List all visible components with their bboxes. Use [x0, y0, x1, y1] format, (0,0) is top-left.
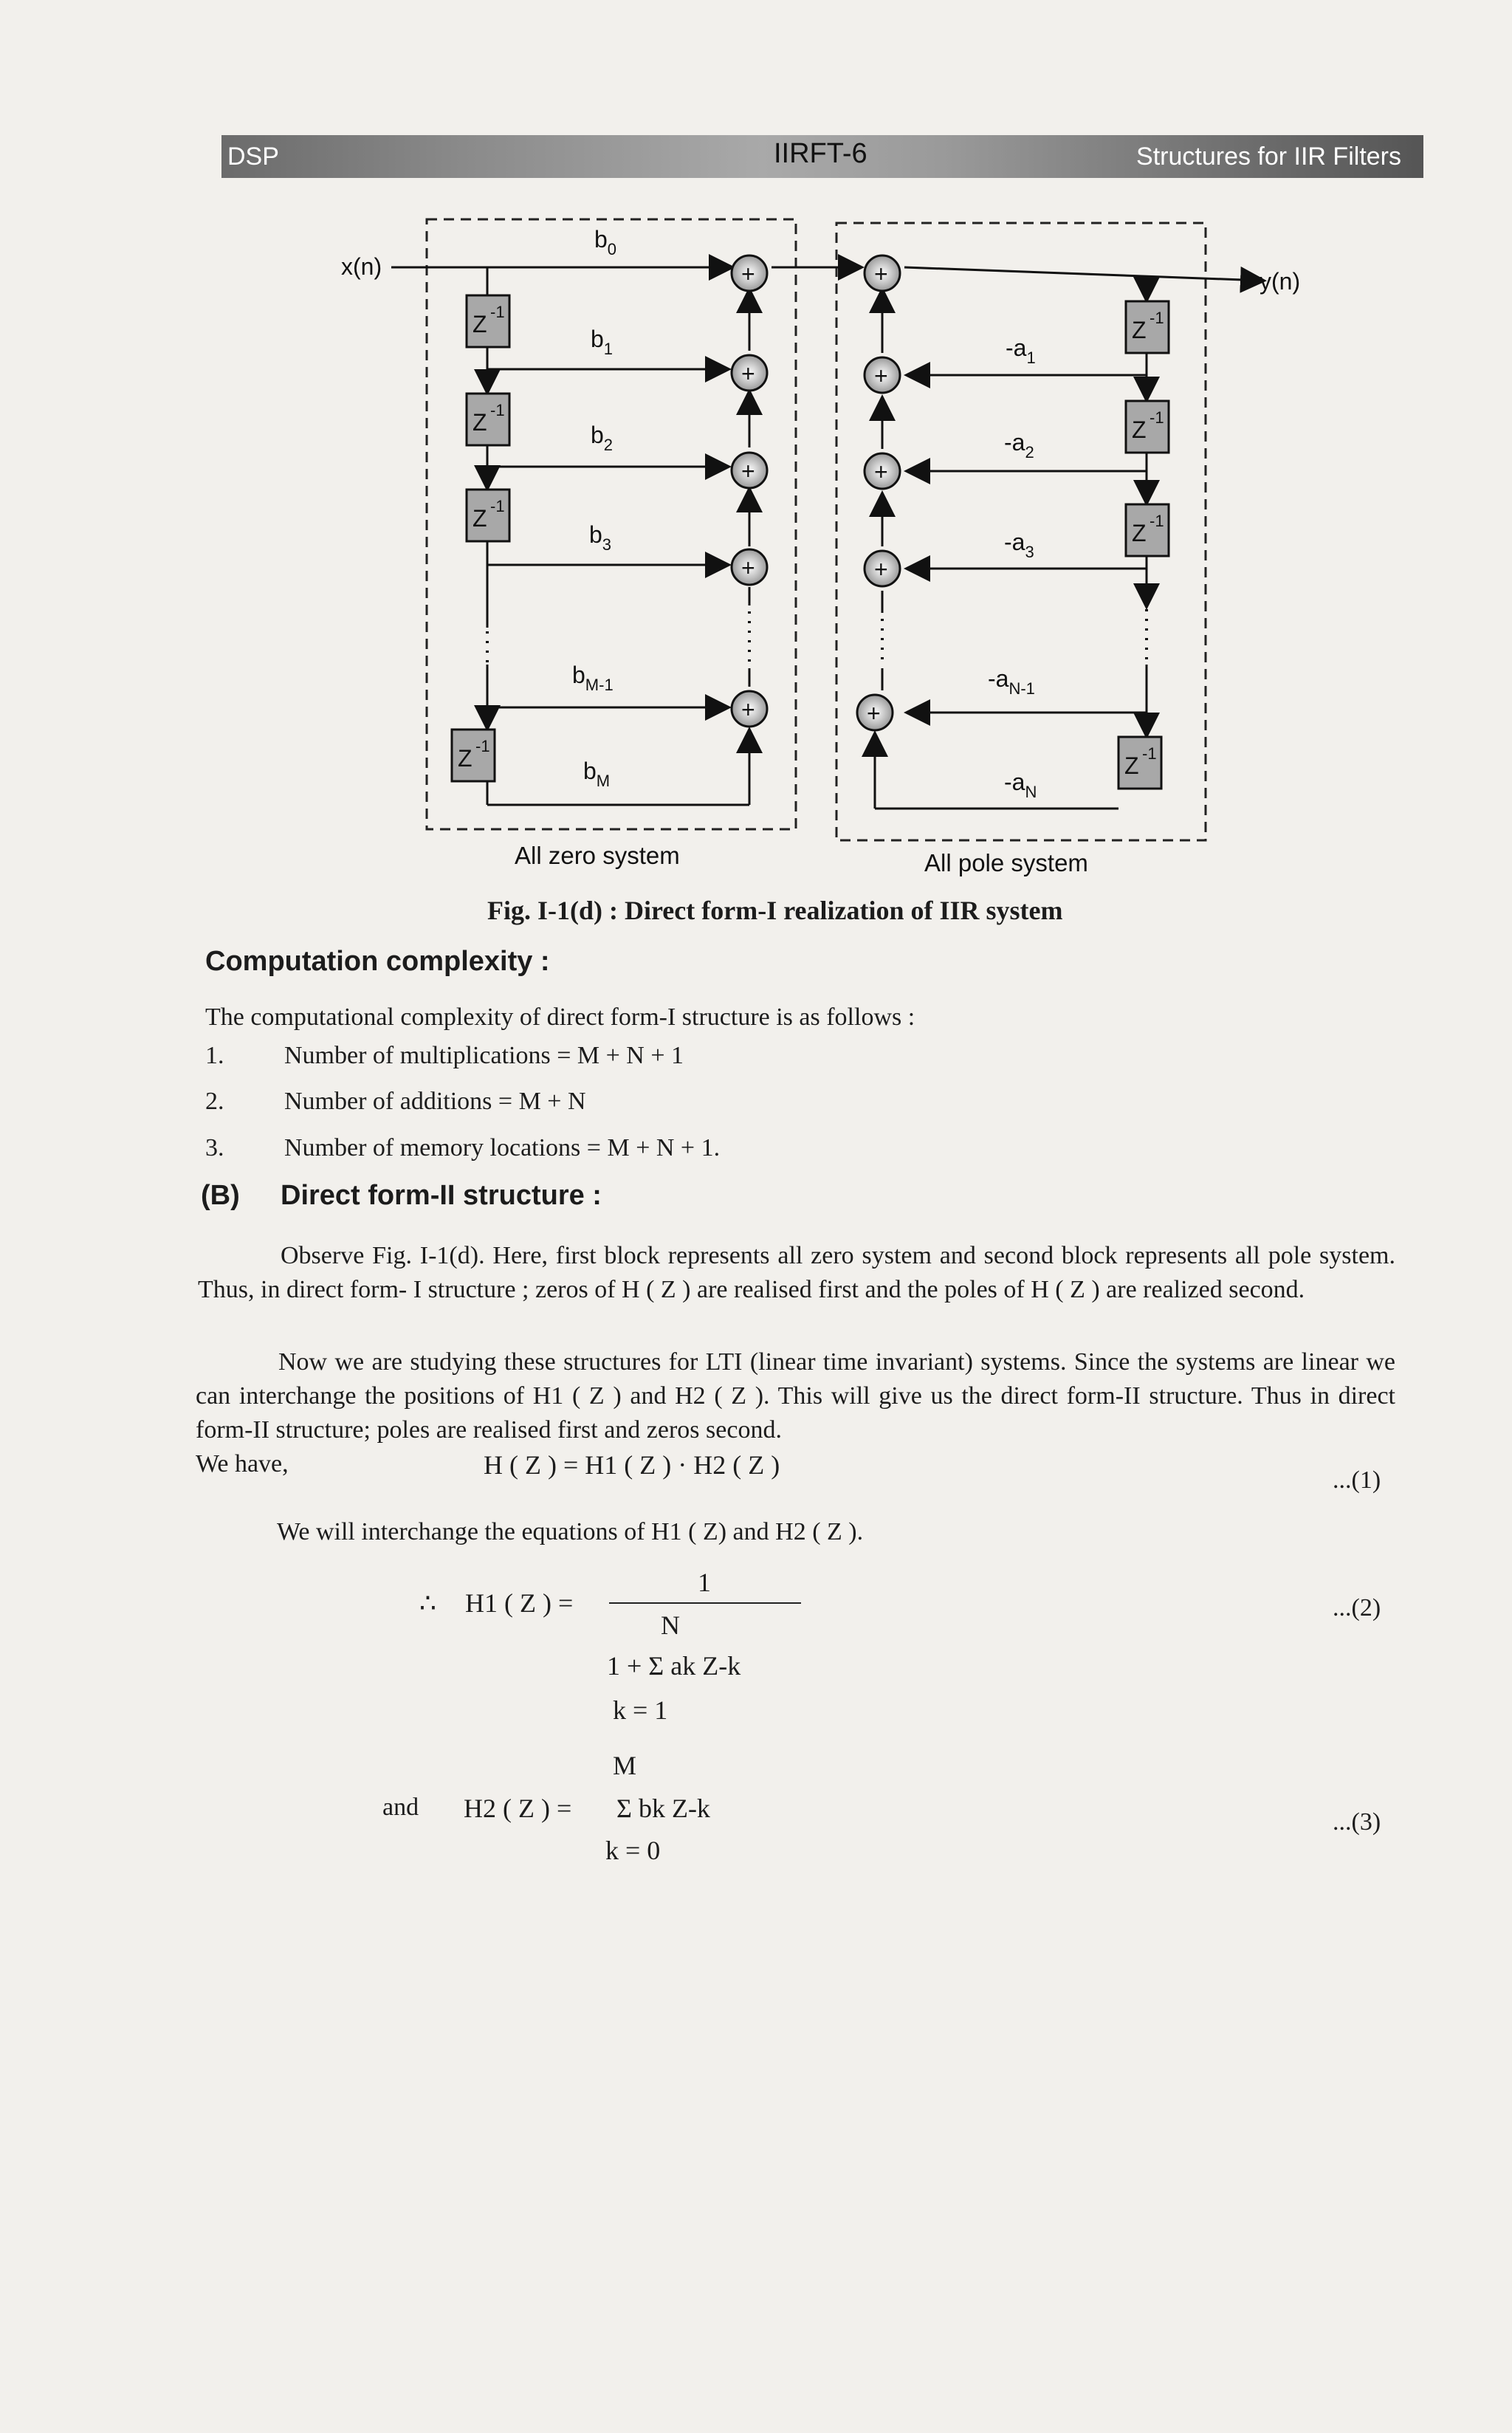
- adder: [865, 357, 900, 393]
- therefore-symbol: ∴: [419, 1588, 436, 1618]
- coeff-a2: $-a_2$: [1004, 429, 1034, 461]
- figure-caption: Fig. I-1(d) : Direct form-I realization of IIR system: [487, 896, 1063, 925]
- fraction-bar: [609, 1602, 801, 1604]
- adder: [732, 355, 767, 391]
- adder: [732, 549, 767, 585]
- coeff-b3: $b_3$: [589, 521, 612, 554]
- output-label: y(n): [1260, 268, 1301, 295]
- adder: [732, 691, 767, 727]
- svg-text:+: +: [874, 556, 888, 583]
- svg-text:+: +: [741, 555, 755, 581]
- svg-text:-1: -1: [1150, 512, 1164, 530]
- sum-upper-limit: M: [613, 1751, 637, 1780]
- svg-text:-1: -1: [1150, 309, 1164, 327]
- list-item: Number of additions = M + N: [284, 1088, 586, 1115]
- list-item: Number of multiplications = M + N + 1: [284, 1042, 684, 1069]
- delay-block: [467, 490, 509, 541]
- we-have-label: We have,: [196, 1450, 289, 1478]
- adder: [732, 453, 767, 488]
- delay-block: [467, 394, 509, 445]
- svg-text:Z: Z: [472, 505, 487, 532]
- equation-2-numerator: 1: [698, 1568, 711, 1597]
- svg-text:Z: Z: [1132, 317, 1147, 343]
- coeff-aN: $-a_N$: [1004, 769, 1037, 801]
- equation-3-lhs: H2 ( Z ) =: [464, 1794, 572, 1823]
- section-label: (B): [201, 1180, 240, 1211]
- coeff-aN-1: $-a_{N-1}$: [988, 665, 1035, 698]
- adder: [857, 695, 893, 730]
- svg-text:+: +: [874, 261, 888, 287]
- coeff-b1: $b_1$: [591, 326, 614, 358]
- svg-text:Z: Z: [458, 745, 472, 772]
- coeff-a1: $-a_1$: [1006, 334, 1036, 367]
- svg-text:Z: Z: [1132, 416, 1147, 443]
- equation-number-3: ...(3): [1333, 1808, 1381, 1836]
- delay-block: [467, 295, 509, 347]
- adder: [865, 453, 900, 489]
- list-number: 1.: [205, 1042, 224, 1069]
- header-left: DSP: [227, 143, 279, 171]
- adder: [865, 255, 900, 291]
- equation-3-rhs: Σ bk Z-k: [616, 1794, 710, 1823]
- input-label: x(n): [341, 253, 382, 280]
- coeff-b2: $b_2$: [591, 422, 614, 454]
- list-number: 2.: [205, 1088, 224, 1115]
- complexity-intro: The computational complexity of direct form-I structure is as follows :: [205, 1003, 915, 1031]
- list-number: 3.: [205, 1134, 224, 1161]
- svg-text:-1: -1: [490, 497, 505, 515]
- svg-text:Z: Z: [1124, 752, 1139, 779]
- equation-number-2: ...(2): [1333, 1594, 1381, 1622]
- equation-1: H ( Z ) = H1 ( Z ) · H2 ( Z ): [484, 1450, 780, 1480]
- list-item: Number of memory locations = M + N + 1.: [284, 1134, 721, 1161]
- adder: [865, 551, 900, 586]
- paragraph-observe: Observe Fig. I-1(d). Here, first block represents all zero system and second block represents all pole system. Thus, in direct form- I structure ; zeros of H ( Z ) are realised first and the poles of H ( Z ) are realized second.: [198, 1242, 1395, 1303]
- coeff-b0: $b_0$: [594, 226, 617, 258]
- svg-text:+: +: [741, 261, 755, 287]
- coeff-bM: $b_M$: [583, 758, 611, 790]
- delay-block: [1126, 504, 1169, 556]
- delay-block: [1126, 401, 1169, 453]
- coeff-a3: $-a_3$: [1004, 529, 1034, 561]
- interchange-sentence: We will interchange the equations of H1 ( Z) and H2 ( Z ).: [277, 1518, 864, 1545]
- delay-block: [1126, 301, 1169, 353]
- svg-text:+: +: [741, 360, 755, 387]
- delay-block: [452, 730, 495, 781]
- header-right: Structures for IIR Filters: [1136, 143, 1401, 171]
- header-center: IIRFT-6: [774, 138, 867, 169]
- continuation-dots: [487, 609, 1147, 665]
- sum-upper-limit: N: [661, 1610, 680, 1640]
- svg-text:-1: -1: [475, 737, 490, 755]
- section-heading-complexity: Computation complexity :: [205, 946, 550, 977]
- equation-number-1: ...(1): [1333, 1466, 1381, 1494]
- all-pole-caption: All pole system: [924, 849, 1088, 876]
- svg-text:+: +: [741, 458, 755, 484]
- svg-text:Z: Z: [472, 311, 487, 337]
- svg-text:Z: Z: [1132, 520, 1147, 546]
- paragraph-lti: Now we are studying these structures for LTI (linear time invariant) systems. Since the systems are linear we can interchange the positions of H1 ( Z ) and H2 ( Z ). This will give us the direct form-II structure. Thus in direct form-II structure; poles are realised first and zeros second.: [196, 1348, 1395, 1444]
- svg-text:-1: -1: [1150, 408, 1164, 427]
- all-zero-caption: All zero system: [515, 842, 680, 869]
- svg-text:-1: -1: [490, 401, 505, 419]
- svg-text:+: +: [874, 459, 888, 485]
- sum-lower-limit: k = 0: [605, 1836, 661, 1865]
- svg-text:-1: -1: [1142, 744, 1157, 763]
- svg-text:Z: Z: [472, 409, 487, 436]
- direct-form-1-diagram: [0, 0, 1512, 908]
- equation-2-lhs: H1 ( Z ) =: [465, 1588, 574, 1618]
- sum-lower-limit: k = 1: [613, 1695, 668, 1725]
- coeff-bM-1: $b_{M-1}$: [572, 662, 614, 694]
- section-heading-direct-form-2: Direct form-II structure :: [281, 1180, 602, 1211]
- svg-text:+: +: [867, 700, 881, 727]
- equation-2-denominator: 1 + Σ ak Z-k: [607, 1651, 741, 1681]
- svg-text:-1: -1: [490, 303, 505, 321]
- svg-text:+: +: [874, 363, 888, 389]
- adder: [732, 255, 767, 291]
- and-label: and: [382, 1794, 419, 1821]
- svg-text:+: +: [741, 696, 755, 723]
- delay-block: [1118, 737, 1161, 789]
